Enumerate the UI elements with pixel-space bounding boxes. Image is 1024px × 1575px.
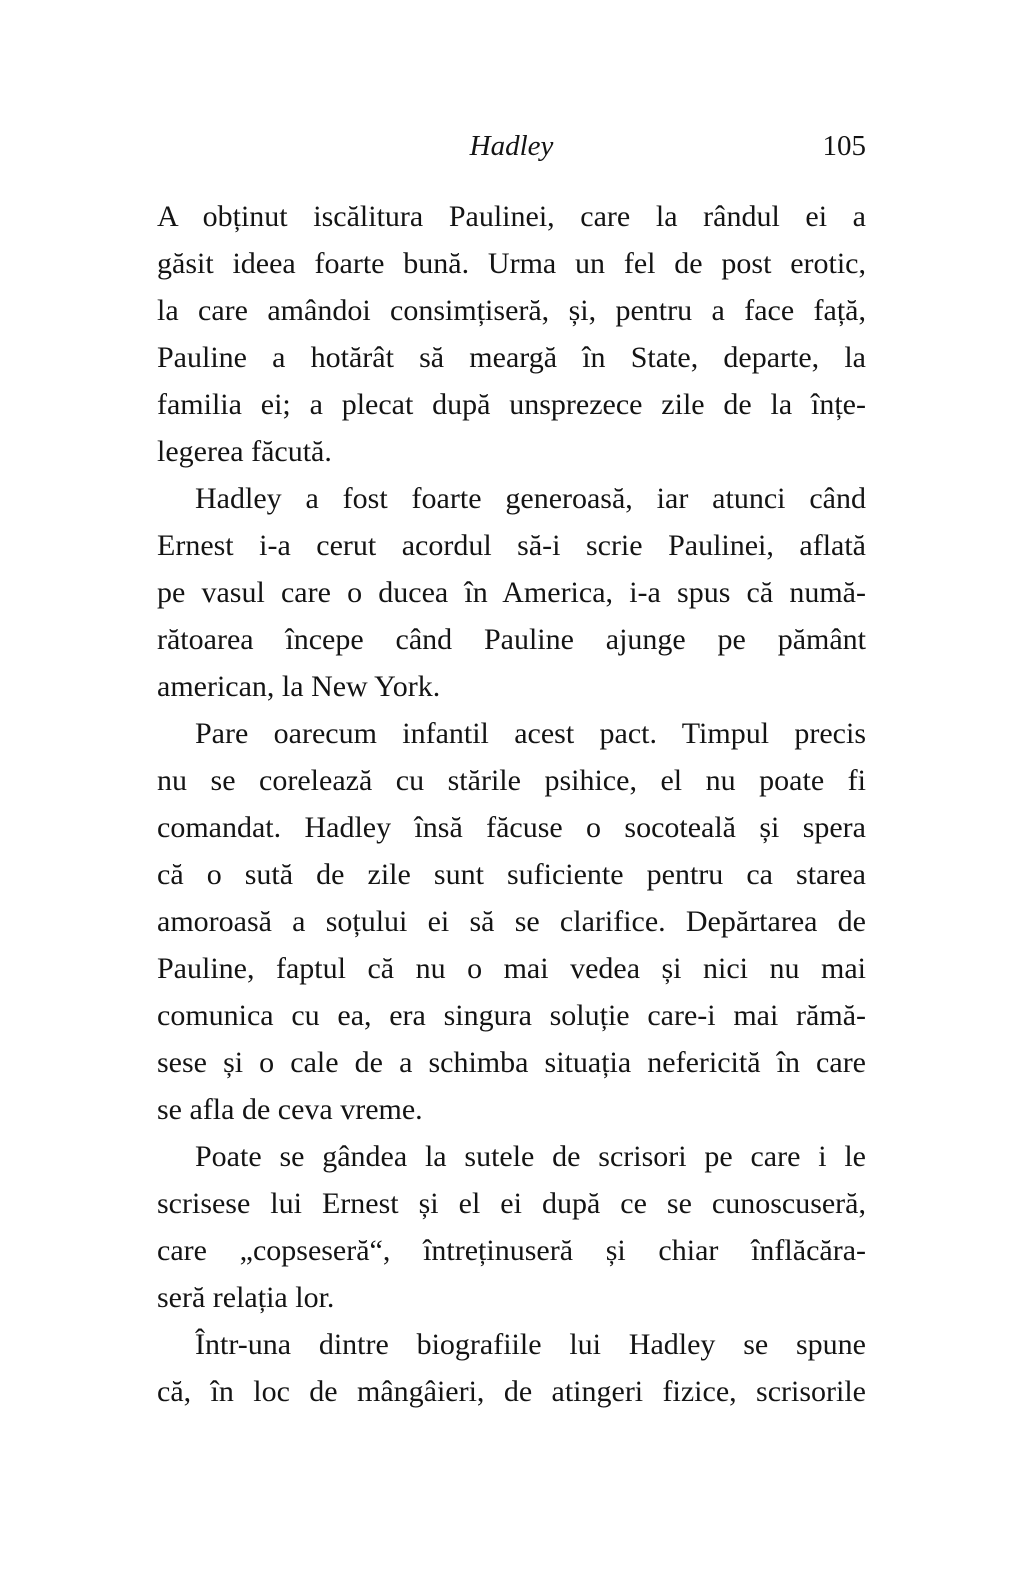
text-line: scrisese lui Ernest și el ei după ce se cunoscuseră,	[157, 1187, 866, 1220]
text-line: pe vasul care o ducea în America, i-a spus că numă-	[157, 576, 866, 609]
text-line: rătoarea începe când Pauline ajunge pe pământ	[157, 623, 866, 656]
paragraph	[157, 475, 866, 710]
chapter-title: Hadley	[469, 130, 554, 162]
text-line: Hadley a fost foarte generoasă, iar atunci când	[195, 482, 866, 515]
text-line: că o sută de zile sunt suficiente pentru ca starea	[157, 858, 866, 891]
text-line: la care amândoi consimțiseră, și, pentru a face față,	[157, 294, 866, 327]
text-block	[157, 193, 866, 1415]
text-line: Într-una dintre biografiile lui Hadley se spune	[195, 1328, 866, 1361]
text-line: nu se corelează cu stările psihice, el nu poate fi	[157, 764, 866, 797]
text-line: Pare oarecum infantil acest pact. Timpul precis	[195, 717, 866, 750]
text-line: Pauline a hotărât să meargă în State, departe, la	[157, 341, 866, 374]
text-line: amoroasă a soțului ei să se clarifice. Depărtarea de	[157, 905, 866, 938]
text-line: care „copseseră“, întreținuseră și chiar înflăcăra-	[157, 1234, 866, 1267]
text-line: seră relația lor.	[157, 1281, 335, 1314]
text-line: familia ei; a plecat după unsprezece zile de la înțe-	[157, 388, 866, 421]
paragraph	[157, 710, 866, 1133]
text-line: se afla de ceva vreme.	[157, 1093, 423, 1126]
text-line: legerea făcută.	[157, 435, 332, 468]
paragraph	[157, 193, 866, 475]
text-line: comunica cu ea, era singura soluție care-i mai rămă-	[157, 999, 866, 1032]
paragraph	[157, 1321, 866, 1415]
text-line: Pauline, faptul că nu o mai vedea și nici nu mai	[157, 952, 866, 985]
text-line: american, la New York.	[157, 670, 441, 703]
page-number: 105	[822, 130, 866, 162]
text-line: Ernest i-a cerut acordul să-i scrie Paulinei, aflată	[157, 529, 866, 562]
paragraph	[157, 1133, 866, 1321]
text-line: sese și o cale de a schimba situația nefericită în care	[157, 1046, 866, 1079]
text-line: găsit ideea foarte bună. Urma un fel de post erotic,	[157, 247, 866, 280]
text-line: A obținut iscălitura Paulinei, care la rândul ei a	[157, 200, 866, 233]
text-line: comandat. Hadley însă făcuse o socoteală și spera	[157, 811, 866, 844]
text-line: Poate se gândea la sutele de scrisori pe care i le	[195, 1140, 866, 1173]
text-line: că, în loc de mângâieri, de atingeri fizice, scrisorile	[157, 1375, 866, 1408]
running-header	[157, 128, 866, 164]
